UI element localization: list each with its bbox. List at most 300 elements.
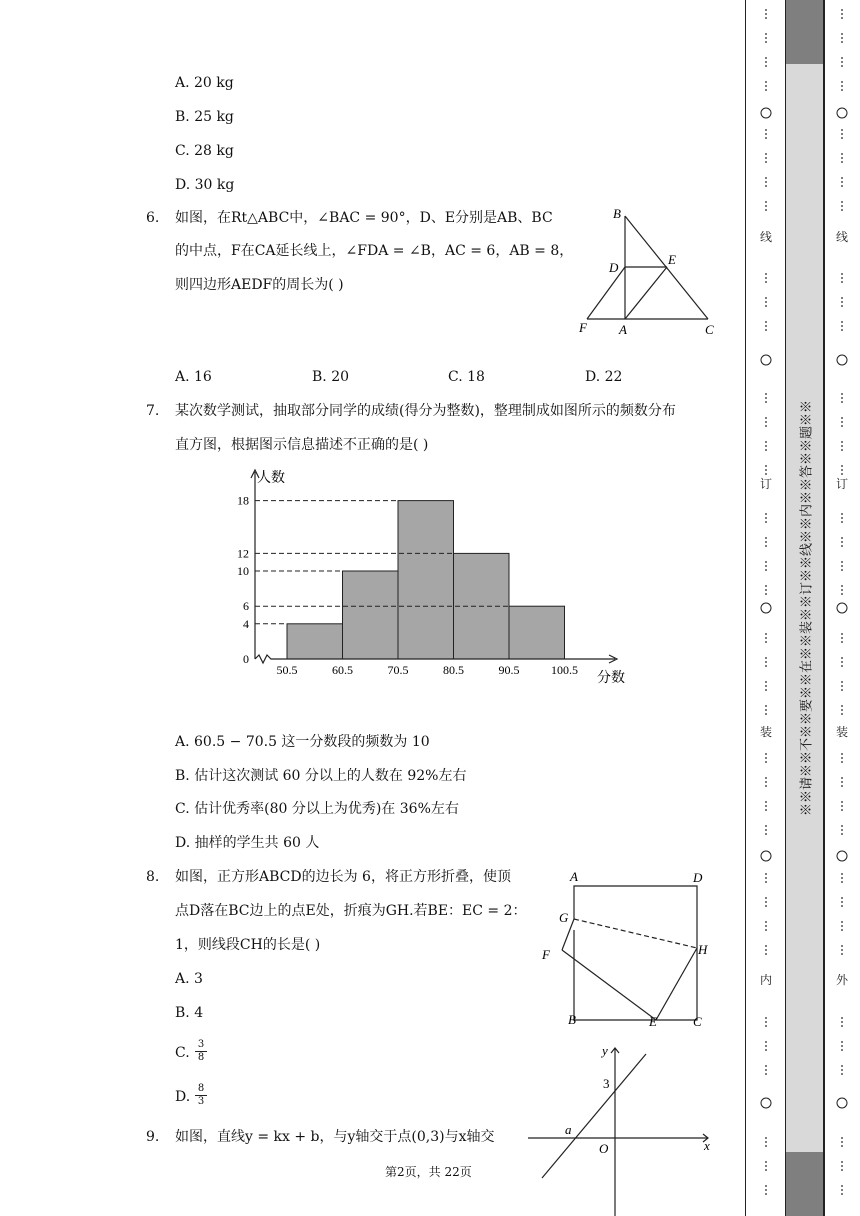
binding-dot [765, 401, 767, 403]
binding-dot [765, 129, 767, 131]
binding-dot [765, 81, 767, 83]
q8-option-c-prefix: C. [175, 1045, 190, 1061]
q8-label-D: D [693, 870, 703, 885]
binding-dot [765, 441, 767, 443]
binding-dot [841, 465, 843, 467]
binding-dot [841, 785, 843, 787]
binding-dot [841, 441, 843, 443]
binding-circle [761, 1098, 771, 1108]
binding-dot [765, 633, 767, 635]
binding-dot [841, 201, 843, 203]
y-tick-label: 18 [237, 493, 249, 508]
binding-dot [765, 657, 767, 659]
q9-label-3: 3 [603, 1076, 610, 1091]
binding-dot [841, 901, 843, 903]
binding-dot [841, 133, 843, 135]
q8-label-H: H [698, 942, 708, 957]
binding-dot [765, 641, 767, 643]
binding-dot [841, 801, 843, 803]
binding-dot [765, 689, 767, 691]
binding-dot [765, 709, 767, 711]
binding-dot [841, 685, 843, 687]
q6-line-1: 如图，在Rt△ABC中，∠BAC = 90°，D、E分别是AB、BC [175, 210, 553, 226]
q6-label-F: F [579, 320, 587, 335]
binding-dot [841, 325, 843, 327]
q9-label-O: O [599, 1141, 609, 1156]
binding-dot [765, 921, 767, 923]
binding-dot [841, 1073, 843, 1075]
binding-dot [765, 513, 767, 515]
binding-dot [841, 1165, 843, 1167]
binding-dot [765, 945, 767, 947]
q6-triangle-figure [575, 202, 725, 342]
binding-dot [841, 905, 843, 907]
binding-dot [765, 305, 767, 307]
binding-dot [841, 401, 843, 403]
binding-dot [765, 161, 767, 163]
x-tick-label: 50.5 [276, 663, 298, 677]
binding-dot [841, 37, 843, 39]
binding-dot [765, 589, 767, 591]
binding-dark-block-bottom [786, 1152, 824, 1216]
binding-circle [761, 603, 771, 613]
q9-label-x: x [704, 1138, 710, 1153]
q6-label-D: D [609, 260, 619, 275]
binding-dot [841, 329, 843, 331]
binding-dot [765, 1193, 767, 1195]
page-footer: 第2页，共 22页 [385, 1165, 472, 1179]
binding-dot [841, 1185, 843, 1187]
binding-dot [841, 301, 843, 303]
binding-dot [841, 161, 843, 163]
binding-dot [841, 805, 843, 807]
binding-dot [765, 9, 767, 11]
binding-dot [765, 545, 767, 547]
q5-option-a: A. 20 kg [175, 75, 234, 91]
binding-dot [841, 781, 843, 783]
binding-dot [765, 277, 767, 279]
binding-dot [841, 1141, 843, 1143]
q8-line-1: 如图，正方形ABCD的边长为 6，将正方形折叠，使顶 [175, 869, 511, 885]
binding-dot [765, 685, 767, 687]
binding-dot [765, 877, 767, 879]
binding-dot [765, 897, 767, 899]
binding-dot [765, 177, 767, 179]
binding-circle [837, 851, 847, 861]
q7-option-c: C. 估计优秀率(80 分以上为优秀)在 36%左右 [175, 801, 459, 817]
binding-dot [841, 593, 843, 595]
q9-line-1: 如图，直线y = kx + b，与y轴交于点(0,3)与x轴交 [175, 1129, 495, 1145]
binding-dot [841, 633, 843, 635]
binding-dot [765, 881, 767, 883]
q8-option-d-numerator: 8 [195, 1083, 207, 1096]
binding-dot [765, 929, 767, 931]
y-tick-label: 10 [237, 564, 249, 578]
binding-dot [765, 157, 767, 159]
q8-label-B: B [568, 1012, 576, 1027]
binding-dot [765, 209, 767, 211]
binding-dot [841, 397, 843, 399]
q8-option-c-denominator: 8 [197, 1052, 205, 1063]
binding-dot [841, 545, 843, 547]
binding-dot [765, 425, 767, 427]
x-tick-label: 60.5 [332, 663, 353, 677]
binding-dot [841, 537, 843, 539]
inner-mark-2: 订 [760, 477, 773, 491]
binding-dot [765, 521, 767, 523]
binding-dot [765, 1189, 767, 1191]
binding-circle [761, 355, 771, 365]
binding-dot [841, 1021, 843, 1023]
binding-dot [841, 273, 843, 275]
binding-dot [765, 753, 767, 755]
binding-dot [841, 41, 843, 43]
binding-dot [765, 1185, 767, 1187]
binding-dot [765, 465, 767, 467]
binding-dot [841, 713, 843, 715]
binding-dot [765, 541, 767, 543]
binding-dot [765, 757, 767, 759]
q8-option-d-prefix: D. [175, 1089, 191, 1105]
binding-dot [841, 873, 843, 875]
q6-option-b: B. 20 [312, 369, 350, 385]
binding-dot [841, 709, 843, 711]
q8-label-E: E [649, 1014, 657, 1029]
binding-dot [841, 809, 843, 811]
binding-dot [841, 757, 843, 759]
binding-dot [841, 61, 843, 63]
binding-dot [841, 589, 843, 591]
binding-dot [765, 153, 767, 155]
binding-dot [841, 1169, 843, 1171]
binding-dot [841, 129, 843, 131]
y-axis-title: 人数 [257, 471, 285, 486]
binding-dot [765, 1025, 767, 1027]
binding-dot [765, 1069, 767, 1071]
binding-dot [765, 637, 767, 639]
x-tick-label: 80.5 [443, 663, 464, 677]
binding-dot [841, 445, 843, 447]
binding-dot [765, 1049, 767, 1051]
binding-dot [765, 329, 767, 331]
binding-dot [841, 521, 843, 523]
binding-notice-strip [785, 0, 825, 1216]
binding-dot [765, 517, 767, 519]
binding-circle [761, 851, 771, 861]
q9-line-graph-figure [520, 1040, 720, 1216]
binding-dot [765, 297, 767, 299]
binding-dot [841, 57, 843, 59]
binding-dot [841, 1041, 843, 1043]
binding-dot [765, 205, 767, 207]
binding-dot [765, 1169, 767, 1171]
binding-dot [765, 829, 767, 831]
binding-dot [765, 593, 767, 595]
binding-dot [841, 897, 843, 899]
binding-dot [841, 321, 843, 323]
q8-square-fold-figure [535, 866, 720, 1036]
binding-dot [841, 65, 843, 67]
binding-dot [765, 61, 767, 63]
binding-dot [841, 637, 843, 639]
binding-dot [765, 445, 767, 447]
binding-dot [765, 1141, 767, 1143]
binding-dot [765, 1145, 767, 1147]
binding-dot [841, 689, 843, 691]
binding-dot [841, 277, 843, 279]
binding-dot [841, 1161, 843, 1163]
histogram-bar [287, 624, 343, 659]
binding-dot [765, 397, 767, 399]
binding-circle [837, 108, 847, 118]
binding-dot [765, 1161, 767, 1163]
binding-dot [841, 9, 843, 11]
q7-option-d: D. 抽样的学生共 60 人 [175, 835, 320, 851]
binding-circle [837, 1098, 847, 1108]
binding-dot [765, 785, 767, 787]
binding-outer-strip [823, 0, 860, 1216]
binding-dot [765, 901, 767, 903]
binding-dot [765, 777, 767, 779]
y-tick-label: 4 [243, 616, 249, 631]
binding-circle [837, 355, 847, 365]
q6-label-A: A [619, 322, 627, 337]
binding-dot [765, 761, 767, 763]
q8-option-a: A. 3 [175, 971, 203, 987]
binding-dot [841, 17, 843, 19]
binding-dot [841, 13, 843, 15]
binding-dot [841, 561, 843, 563]
x-tick-label: 100.5 [551, 663, 578, 677]
binding-dot [841, 929, 843, 931]
binding-dot [841, 85, 843, 87]
x-tick-label: 70.5 [387, 663, 409, 677]
binding-dot [841, 205, 843, 207]
q8-label-G: G [559, 910, 569, 925]
q5-option-b: B. 25 kg [175, 109, 234, 125]
binding-dot [765, 301, 767, 303]
binding-dot [765, 925, 767, 927]
binding-dot [841, 33, 843, 35]
binding-dot [841, 1045, 843, 1047]
inner-mark-3: 装 [760, 725, 773, 739]
binding-dot [765, 873, 767, 875]
outer-mark-3: 装 [836, 725, 849, 739]
binding-dot [841, 945, 843, 947]
binding-dot [765, 809, 767, 811]
binding-dot [765, 185, 767, 187]
histogram-bar [343, 571, 399, 659]
binding-dot [841, 953, 843, 955]
outer-mark-2: 订 [836, 477, 849, 491]
binding-dot [765, 469, 767, 471]
binding-circle [761, 108, 771, 118]
binding-dot [765, 1017, 767, 1019]
binding-dot [841, 541, 843, 543]
q7-option-a: A. 60.5 − 70.5 这一分数段的频数为 10 [175, 734, 430, 750]
q8-line-3: 1，则线段CH的长是( ) [175, 937, 321, 953]
binding-dot [841, 425, 843, 427]
binding-dot [765, 661, 767, 663]
binding-dot [841, 209, 843, 211]
binding-dot [765, 833, 767, 835]
binding-dot [765, 181, 767, 183]
outer-mark-4: 外 [836, 973, 849, 987]
binding-dot [765, 281, 767, 283]
q7-histogram [225, 460, 645, 690]
q8-label-C: C [693, 1014, 702, 1029]
binding-dot [841, 1193, 843, 1195]
y-tick-label: 12 [237, 546, 249, 561]
binding-dot [765, 133, 767, 135]
binding-dot [841, 1145, 843, 1147]
binding-dot [765, 417, 767, 419]
q7-line-2: 直方图，根据图示信息描述不正确的是( ) [175, 437, 429, 453]
binding-notice-text: ※※请※※不※※要※※在※※装※※订※※线※※内※※答※※题※※ [799, 399, 815, 817]
binding-dot [765, 905, 767, 907]
binding-dot [841, 393, 843, 395]
binding-dot [841, 153, 843, 155]
binding-dot [765, 569, 767, 571]
binding-dot [765, 1041, 767, 1043]
binding-dot [841, 881, 843, 883]
binding-dot [765, 89, 767, 91]
binding-dot [765, 585, 767, 587]
binding-dot [841, 1049, 843, 1051]
binding-inner-strip [745, 0, 786, 1216]
x-axis-title: 分数 [597, 671, 625, 686]
binding-dot [841, 469, 843, 471]
histogram-bar [398, 501, 454, 659]
binding-dot [841, 1065, 843, 1067]
q8-option-c-numerator: 3 [195, 1039, 207, 1052]
binding-dot [765, 1021, 767, 1023]
binding-dot [765, 801, 767, 803]
binding-dot [765, 421, 767, 423]
inner-mark-4: 内 [760, 973, 773, 987]
binding-dark-block-top [786, 0, 824, 64]
q6-line-3: 则四边形AEDF的周长为( ) [175, 277, 344, 293]
q7-line-1: 某次数学测试，抽取部分同学的成绩(得分为整数)，整理制成如图所示的频数分布 [175, 403, 676, 419]
binding-dot [841, 185, 843, 187]
q6-label-C: C [705, 322, 714, 337]
q8-option-b: B. 4 [175, 1005, 204, 1021]
binding-dot [765, 561, 767, 563]
binding-dot [841, 157, 843, 159]
binding-dot [765, 1137, 767, 1139]
q6-option-c: C. 18 [448, 369, 485, 385]
q6-option-a: A. 16 [175, 369, 212, 385]
q8-option-d-denominator: 3 [197, 1096, 205, 1107]
binding-dot [765, 1165, 767, 1167]
binding-dot [841, 833, 843, 835]
binding-dot [765, 781, 767, 783]
binding-dot [765, 949, 767, 951]
binding-dot [765, 13, 767, 15]
q6-number: 6. [146, 210, 160, 226]
inner-mark-1: 线 [760, 230, 773, 244]
binding-dot [841, 661, 843, 663]
binding-dot [841, 921, 843, 923]
binding-dot [841, 417, 843, 419]
binding-dot [765, 1045, 767, 1047]
binding-dot [765, 449, 767, 451]
q8-label-A: A [570, 869, 578, 884]
binding-dot [765, 537, 767, 539]
binding-dot [841, 761, 843, 763]
binding-dot [765, 1065, 767, 1067]
binding-dot [841, 513, 843, 515]
x-tick-label: 90.5 [498, 663, 520, 677]
binding-dot [841, 585, 843, 587]
binding-dot [765, 1073, 767, 1075]
binding-dot [765, 565, 767, 567]
q6-line-2: 的中点，F在CA延长线上，∠FDA = ∠B，AC = 6，AB = 8， [175, 243, 574, 259]
q6-option-d: D. 22 [585, 369, 623, 385]
binding-dot [841, 81, 843, 83]
binding-dot [841, 825, 843, 827]
binding-dot [765, 85, 767, 87]
binding-dot [841, 421, 843, 423]
binding-dot [765, 273, 767, 275]
binding-dot [841, 137, 843, 139]
y-tick-label: 0 [243, 652, 249, 666]
q5-option-d: D. 30 kg [175, 177, 235, 193]
binding-dot [841, 565, 843, 567]
q8-option-c-fraction [195, 1039, 207, 1064]
binding-dot [841, 777, 843, 779]
binding-dot [765, 825, 767, 827]
q6-label-E: E [668, 252, 676, 267]
binding-dot [765, 65, 767, 67]
binding-dot [765, 325, 767, 327]
binding-dot [841, 1069, 843, 1071]
q9-label-a: a [565, 1122, 572, 1137]
binding-dot [765, 41, 767, 43]
binding-dot [841, 297, 843, 299]
binding-circle [837, 603, 847, 613]
binding-dot [841, 829, 843, 831]
histogram-bar [509, 606, 565, 659]
binding-dot [765, 681, 767, 683]
binding-dot [765, 201, 767, 203]
binding-dot [841, 705, 843, 707]
binding-dot [841, 305, 843, 307]
binding-dot [765, 17, 767, 19]
binding-dot [841, 681, 843, 683]
binding-dot [841, 89, 843, 91]
binding-dot [841, 877, 843, 879]
binding-dot [765, 665, 767, 667]
binding-dot [765, 137, 767, 139]
binding-dot [841, 665, 843, 667]
binding-dot [765, 705, 767, 707]
q9-number: 9. [146, 1129, 160, 1145]
binding-dot [841, 1189, 843, 1191]
binding-dot [841, 1017, 843, 1019]
binding-dot [765, 953, 767, 955]
q5-option-c: C. 28 kg [175, 143, 234, 159]
binding-dot [765, 37, 767, 39]
binding-dot [765, 805, 767, 807]
binding-dot [841, 1025, 843, 1027]
binding-dot [841, 641, 843, 643]
q9-label-y: y [602, 1043, 608, 1058]
binding-dot [841, 949, 843, 951]
binding-dot [765, 321, 767, 323]
binding-dot [841, 281, 843, 283]
binding-dot [841, 517, 843, 519]
